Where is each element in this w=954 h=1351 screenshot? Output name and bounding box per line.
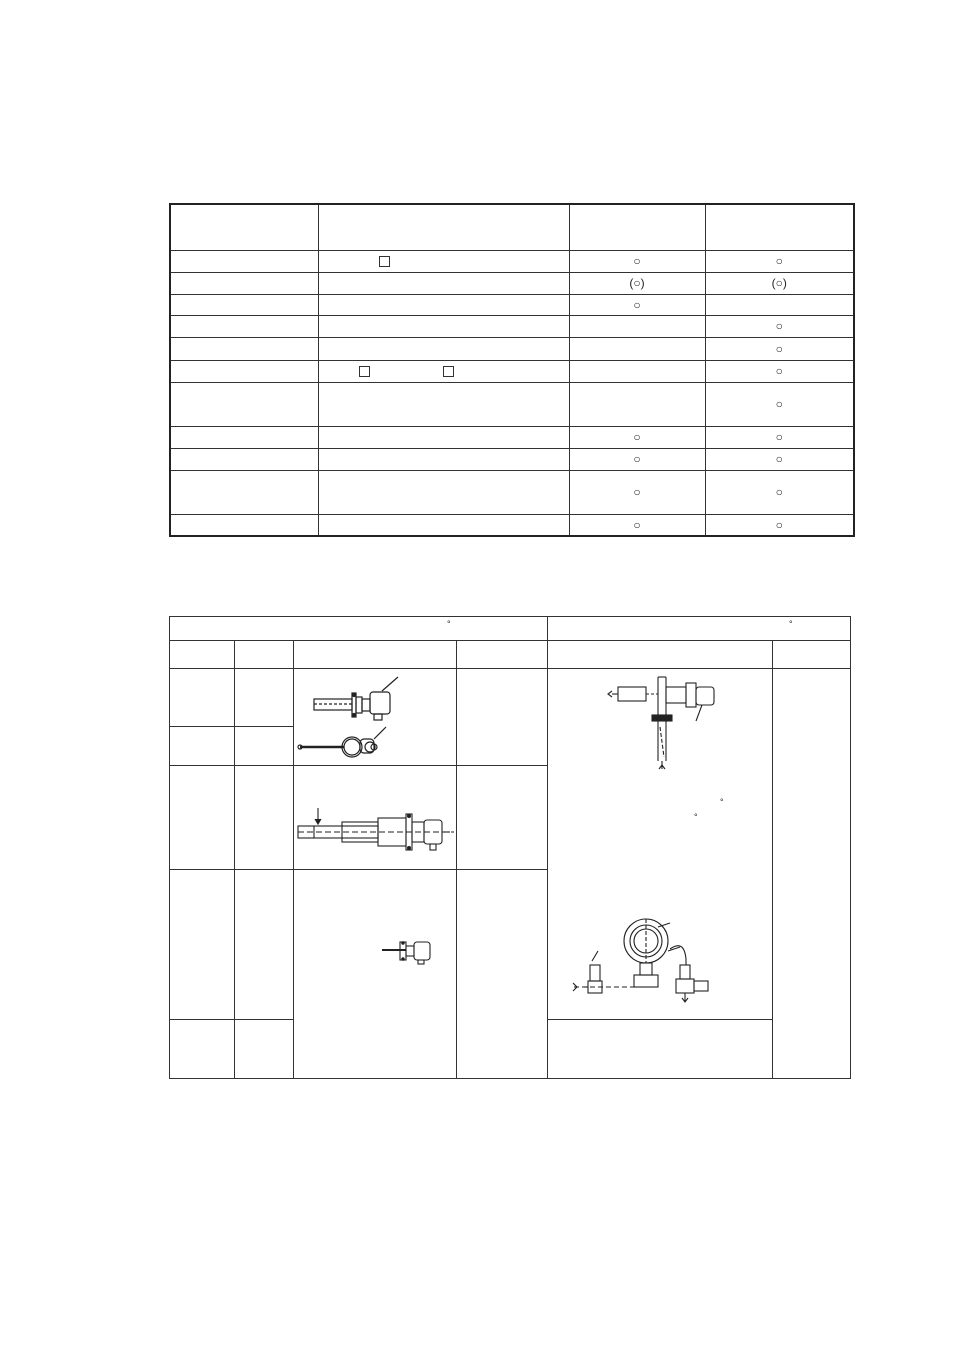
mark-cell: ○ bbox=[775, 517, 783, 532]
table-header-row bbox=[170, 204, 854, 250]
mark-cell: (○) bbox=[771, 276, 787, 290]
mark-cell: ○ bbox=[775, 397, 783, 411]
table-row bbox=[170, 315, 854, 337]
drawing-cell bbox=[548, 669, 773, 1020]
degree-mark: ° bbox=[447, 619, 451, 629]
degree-mark: ° bbox=[720, 797, 724, 807]
header-cell bbox=[318, 204, 569, 250]
table-header-row bbox=[170, 617, 851, 641]
piping-installation-drawing bbox=[548, 669, 773, 1019]
mark-cell: ○ bbox=[633, 430, 641, 444]
table-row bbox=[170, 448, 854, 470]
table-row bbox=[170, 470, 854, 514]
right-section-header bbox=[548, 617, 851, 641]
header-cell bbox=[705, 204, 854, 250]
header-cell bbox=[170, 204, 318, 250]
mark-cell: ○ bbox=[633, 485, 641, 499]
table-row bbox=[170, 669, 851, 727]
mark-cell: ○ bbox=[775, 485, 783, 499]
mark-cell: ○ bbox=[633, 517, 641, 532]
table-row bbox=[170, 382, 854, 426]
table-row bbox=[170, 360, 854, 382]
degree-mark: ° bbox=[694, 812, 698, 822]
drawing-cell bbox=[294, 870, 457, 1079]
flange-sensor-drawing bbox=[294, 669, 457, 764]
header-cell bbox=[569, 204, 705, 250]
table-row bbox=[170, 337, 854, 360]
mark-cell: ○ bbox=[775, 452, 783, 466]
options-table bbox=[169, 203, 855, 537]
left-section-header bbox=[170, 617, 548, 641]
mark-cell: ○ bbox=[775, 364, 783, 378]
table-row bbox=[170, 272, 854, 294]
mark-cell: ○ bbox=[633, 254, 641, 268]
checkbox-square-icon bbox=[443, 366, 454, 377]
mark-cell: ○ bbox=[633, 297, 641, 312]
probe-sensor-drawing bbox=[294, 766, 457, 869]
table-subheader-row bbox=[170, 641, 851, 669]
mark-cell: ○ bbox=[775, 341, 783, 356]
table-row bbox=[170, 250, 854, 272]
mark-cell: (○) bbox=[629, 276, 645, 290]
table-row bbox=[170, 294, 854, 315]
drawing-cell bbox=[294, 766, 457, 870]
installation-table bbox=[169, 616, 851, 1079]
checkbox-square-icon bbox=[379, 256, 390, 267]
drawing-cell bbox=[294, 669, 457, 766]
compact-sensor-drawing bbox=[294, 870, 457, 1020]
table-row bbox=[170, 514, 854, 536]
mark-cell: ○ bbox=[633, 452, 641, 466]
checkbox-square-icon bbox=[359, 366, 370, 377]
mark-cell: ○ bbox=[775, 319, 783, 333]
degree-mark: ° bbox=[789, 619, 793, 629]
mark-cell: ○ bbox=[775, 430, 783, 444]
table-row bbox=[170, 426, 854, 448]
mark-cell: ○ bbox=[775, 254, 783, 268]
